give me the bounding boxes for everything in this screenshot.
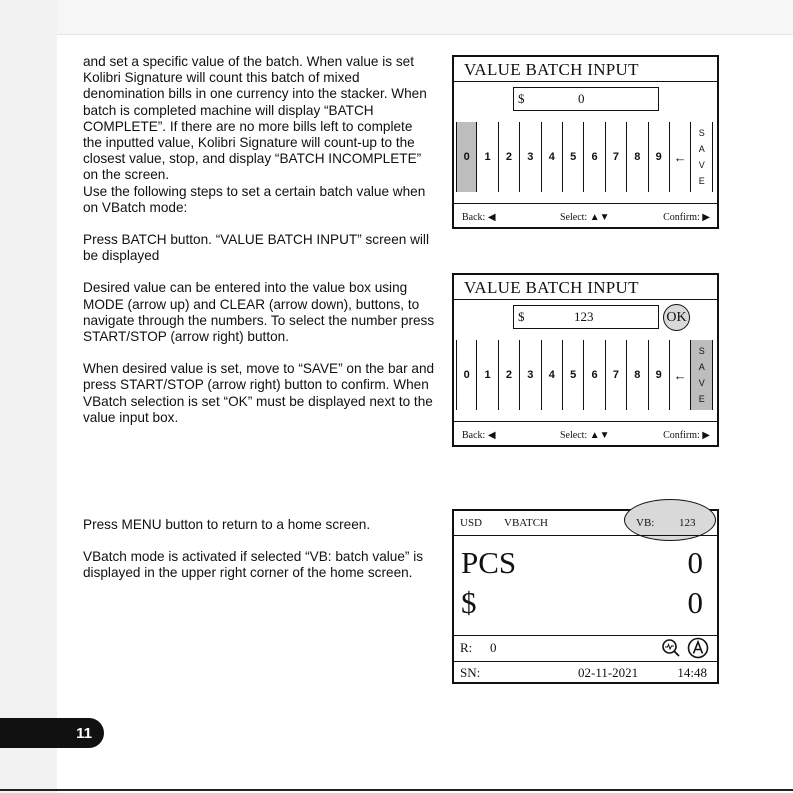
- home-screen: [452, 509, 719, 684]
- key-9: 9: [649, 340, 670, 410]
- footer-confirm: Confirm: ▶: [663, 430, 710, 441]
- save-letter: S: [698, 346, 705, 356]
- backspace-arrow-icon: ←: [670, 340, 691, 410]
- amount-label: $: [461, 585, 477, 620]
- batch-value: 0: [578, 91, 585, 106]
- save-letter: A: [698, 144, 705, 154]
- save-letter: V: [698, 378, 705, 388]
- key-4: 4: [542, 340, 563, 410]
- bottom-rule: [0, 789, 793, 791]
- save-letter: A: [698, 362, 705, 372]
- instructions-text-bottom: [83, 517, 435, 582]
- key-0: 0: [456, 122, 477, 192]
- sn-label: SN:: [460, 665, 481, 680]
- time: 14:48: [677, 665, 707, 680]
- key-0: 0: [456, 340, 477, 410]
- value-batch-input-screen-2: [452, 273, 719, 447]
- footer-confirm: Confirm: ▶: [663, 212, 710, 223]
- paragraph-batch-button: Press BATCH button. “VALUE BATCH INPUT” screen will be displayed: [83, 232, 429, 264]
- key-7: 7: [606, 340, 627, 410]
- currency-code: USD: [460, 517, 483, 529]
- screen-title: VALUE BATCH INPUT: [464, 278, 639, 297]
- top-margin-strip: [57, 0, 793, 35]
- key-1: 1: [477, 340, 498, 410]
- title-divider: [454, 81, 717, 82]
- key-3: 3: [520, 122, 541, 192]
- date: 02-11-2021: [578, 665, 639, 680]
- key-8: 8: [627, 122, 648, 192]
- number-bar: [456, 340, 715, 410]
- key-save: [691, 122, 713, 192]
- r-label: R:: [460, 640, 473, 655]
- save-letter: V: [698, 160, 705, 170]
- magnifier-detection-icon: [661, 638, 681, 658]
- key-9: 9: [649, 122, 670, 192]
- key-5: 5: [563, 122, 584, 192]
- key-1: 1: [477, 122, 498, 192]
- save-letter: S: [698, 128, 705, 138]
- currency-symbol: $: [518, 91, 525, 106]
- auto-mode-icon: [687, 637, 709, 659]
- value-input-box: [513, 305, 659, 329]
- key-8: 8: [627, 340, 648, 410]
- screen-title: VALUE BATCH INPUT: [464, 60, 639, 79]
- save-letter: E: [698, 394, 705, 404]
- key-5: 5: [563, 340, 584, 410]
- footer-divider: [454, 421, 717, 422]
- footer-back: Back: ◀: [462, 430, 496, 441]
- key-6: 6: [584, 340, 605, 410]
- footer-back: Back: ◀: [462, 212, 496, 223]
- page-number: 11: [76, 724, 92, 742]
- pcs-value: 0: [687, 545, 703, 580]
- key-2: 2: [499, 340, 520, 410]
- vb-label: VB:: [636, 517, 655, 529]
- currency-symbol: $: [518, 309, 525, 324]
- instructions-text-top: [83, 54, 435, 426]
- status-icons: [661, 637, 709, 659]
- mode-label: VBATCH: [504, 517, 549, 529]
- ok-indicator: OK: [663, 304, 690, 331]
- key-save: [691, 340, 713, 410]
- footer-divider: [454, 203, 717, 204]
- intro-text: and set a specific value of the batch. When value is set Kolibri Signature will count this batch of mixed denomination bills in one currency into the stacker. When batch is completed machine will display “BATCH COMPLETE”. If there are no more bills left to complete the inputted value, Kolibri Signature will count-up to the closest value, stop, and display “BATCH INCOMPLETE” on the screen.: [83, 54, 427, 183]
- counts-divider: [454, 635, 717, 636]
- status-divider: [454, 535, 717, 536]
- paragraph-vbatch-active: VBatch mode is activated if selected “VB: batch value” is displayed in the upper right corner of the home screen.: [83, 549, 424, 581]
- backspace-arrow-icon: ←: [670, 122, 691, 192]
- key-6: 6: [584, 122, 605, 192]
- title-divider: [454, 299, 717, 300]
- paragraph-save: When desired value is set, move to “SAVE” on the bar and press START/STOP (arrow right) button to confirm. When VBatch selection is set “OK” must be displayed next to the value input box.: [83, 361, 435, 425]
- footer-select: Select: ▲▼: [560, 430, 610, 441]
- value-batch-input-screen-1: [452, 55, 719, 229]
- footer-divider: [454, 661, 717, 662]
- left-margin-strip: [0, 0, 57, 793]
- value-input-box: [513, 87, 659, 111]
- pcs-label: PCS: [461, 545, 517, 580]
- r-value: 0: [490, 640, 497, 655]
- number-bar: [456, 122, 715, 192]
- key-3: 3: [520, 340, 541, 410]
- batch-value: 123: [574, 309, 594, 324]
- footer-select: Select: ▲▼: [560, 212, 610, 223]
- amount-value: 0: [687, 585, 703, 620]
- paragraph-value-entry: Desired value can be entered into the value box using MODE (arrow up) and CLEAR (arrow down), buttons, to navigate through the numbers. To select the number press START/STOP (arrow right) button.: [83, 280, 435, 345]
- key-2: 2: [499, 122, 520, 192]
- paragraph-menu: Press MENU button to return to a home screen.: [83, 517, 371, 532]
- page-number-badge: [0, 718, 104, 748]
- paragraph-intro: [83, 54, 435, 216]
- vb-value: 123: [679, 517, 696, 529]
- key-7: 7: [606, 122, 627, 192]
- save-letter: E: [698, 176, 705, 186]
- key-4: 4: [542, 122, 563, 192]
- steps-intro-text: Use the following steps to set a certain batch value when on VBatch mode:: [83, 183, 426, 215]
